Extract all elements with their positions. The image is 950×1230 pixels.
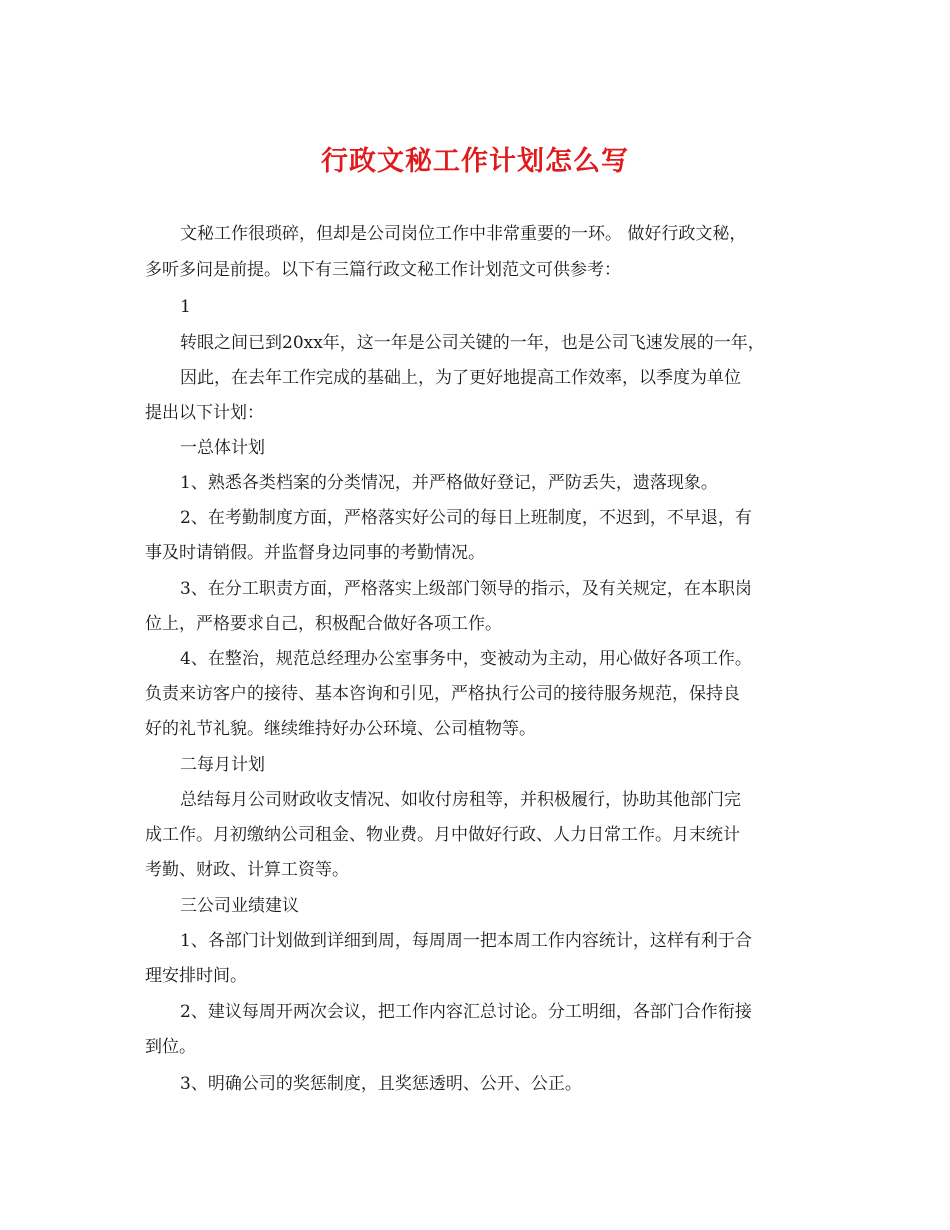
section-heading: 三公司业绩建议 [180, 896, 299, 916]
text-line: 成工作。月初缴纳公司租金、物业费。月中做好行政、人力日常工作。月末统计 [145, 825, 740, 845]
text-line: 好的礼节礼貌。继续维持好办公环境、公司植物等。 [145, 719, 536, 739]
text-line: 文秘工作很琐碎，但却是公司岗位工作中非常重要的一环。 做好行政文秘， [180, 224, 747, 244]
text-line: 理安排时间。 [145, 966, 247, 986]
text-line: 位上，严格要求自己，积极配合做好各项工作。 [145, 614, 502, 634]
document-title: 行政文秘工作计划怎么写 [321, 146, 629, 177]
text-line: 到位。 [145, 1037, 196, 1057]
text-line: 2、建议每周开两次会议，把工作内容汇总讨论。分工明细，各部门合作衔接 [180, 1002, 752, 1022]
text-line: 1、熟悉各类档案的分类情况，并严格做好登记，严防丢失，遗落现象。 [180, 473, 718, 493]
text-line: 提出以下计划： [145, 403, 264, 423]
text-line: 转眼之间已到20xx年，这一年是公司关键的一年，也是公司飞速发展的一年， [180, 333, 765, 353]
text-line: 1、各部门计划做到详细到周，每周周一把本周工作内容统计，这样有利于合 [180, 931, 752, 951]
text-line: 考勤、财政、计算工资等。 [145, 860, 349, 880]
text-line: 2、在考勤制度方面，严格落实好公司的每日上班制度，不迟到，不早退，有 [180, 508, 752, 528]
text-line: 总结每月公司财政收支情况、如收付房租等，并积极履行，协助其他部门完 [180, 790, 741, 810]
text-line: 3、明确公司的奖惩制度，且奖惩透明、公开、公正。 [180, 1074, 582, 1094]
text-line: 事及时请销假。并监督身边同事的考勤情况。 [145, 543, 485, 563]
section-heading: 二每月计划 [180, 755, 265, 775]
text-line: 多听多问是前提。以下有三篇行政文秘工作计划范文可供参考： [145, 260, 621, 280]
text-line: 4、在整治，规范总经理办公室事务中，变被动为主动，用心做好各项工作。 [180, 649, 752, 669]
text-line: 1 [180, 297, 191, 317]
text-line: 3、在分工职责方面，严格落实上级部门领导的指示，及有关规定，在本职岗 [180, 579, 752, 599]
text-line: 负责来访客户的接待、基本咨询和引见，严格执行公司的接待服务规范，保持良 [145, 684, 740, 704]
section-heading: 一总体计划 [180, 438, 265, 458]
text-line: 因此，在去年工作完成的基础上，为了更好地提高工作效率，以季度为单位 [180, 368, 741, 388]
